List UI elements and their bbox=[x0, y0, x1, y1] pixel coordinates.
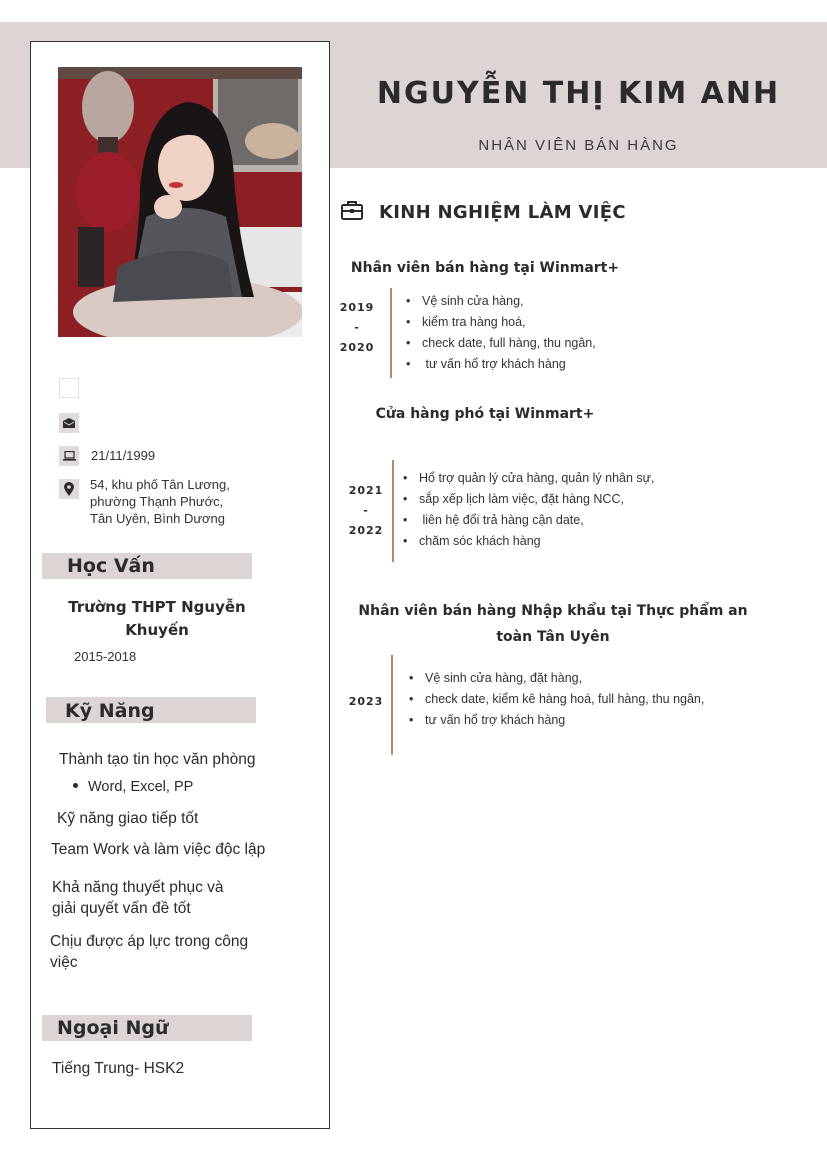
experience-title: KINH NGHIỆM LÀM VIỆC bbox=[379, 202, 626, 223]
skill-communication: Kỹ năng giao tiếp tốt bbox=[57, 810, 199, 827]
job-years bbox=[341, 481, 391, 541]
address-line: Tân Uyên, Bình Dương bbox=[90, 511, 226, 526]
timeline-divider bbox=[391, 655, 393, 755]
skill-line: việc bbox=[50, 954, 78, 971]
skill-teamwork: Team Work và làm việc độc lập bbox=[51, 841, 266, 858]
address-text bbox=[90, 476, 230, 527]
job-title bbox=[335, 255, 635, 281]
duty-item: • tư vấn hổ trợ khách hàng bbox=[406, 354, 596, 375]
education-years: 2015-2018 bbox=[74, 649, 137, 664]
job-years bbox=[332, 298, 382, 358]
year-line: 2019 bbox=[339, 301, 375, 314]
job-title-line: toàn Tân Uyên bbox=[496, 629, 610, 645]
bullet-icon bbox=[73, 783, 78, 788]
skill-line: Khả năng thuyết phục và bbox=[52, 879, 224, 896]
year-line: 2022 bbox=[348, 524, 384, 537]
skill-office-detail-text: Word, Excel, PP bbox=[88, 779, 194, 795]
duty-item: • Vệ sinh cửa hàng, bbox=[406, 291, 596, 312]
skill-persuasion bbox=[52, 877, 224, 919]
briefcase-icon bbox=[341, 200, 363, 225]
job-title-line: Cửa hàng phó tại Winmart+ bbox=[375, 406, 595, 422]
candidate-name: NGUYỄN THỊ KIM ANH bbox=[376, 76, 781, 111]
job-duties bbox=[406, 291, 596, 375]
job-duties bbox=[409, 668, 704, 731]
address-line: 54, khu phố Tân Lương, bbox=[90, 477, 230, 492]
job-title-line: Nhân viên bán hàng tại Winmart+ bbox=[350, 260, 620, 276]
email-icon bbox=[59, 413, 79, 433]
skill-office: Thành tạo tin học văn phòng bbox=[59, 751, 256, 768]
duty-item: • sắp xếp lịch làm việc, đặt hàng NCC, bbox=[403, 489, 655, 510]
job-title bbox=[343, 598, 763, 650]
duty-item: • Hổ trợ quản lý cửa hàng, quản lý nhân sự, bbox=[403, 468, 655, 489]
job-years bbox=[341, 692, 391, 712]
school-line: Trường THPT Nguyễn bbox=[68, 598, 246, 616]
duty-item: • check date, kiểm kê hàng hoá, full hàng, thu ngân, bbox=[409, 689, 704, 710]
year-line: - bbox=[354, 321, 360, 334]
address-line: phường Thạnh Phước, bbox=[90, 494, 224, 509]
duty-item: • Vệ sinh cửa hàng, đặt hàng, bbox=[409, 668, 704, 689]
duty-item: • kiểm tra hàng hoá, bbox=[406, 312, 596, 333]
experience-header bbox=[341, 200, 626, 225]
duty-item: • tư vấn hổ trợ khách hàng bbox=[409, 710, 704, 731]
languages-title: Ngoại Ngữ bbox=[57, 1017, 169, 1039]
skill-line: giải quyết vấn đề tốt bbox=[52, 900, 191, 917]
job-duties bbox=[403, 468, 655, 552]
skill-line: Chịu được áp lực trong công bbox=[50, 933, 249, 950]
skill-office-detail bbox=[73, 777, 193, 798]
timeline-divider bbox=[392, 460, 394, 562]
year-line: 2020 bbox=[339, 341, 375, 354]
birthday-text: 21/11/1999 bbox=[91, 448, 156, 463]
education-title: Học Vấn bbox=[67, 555, 155, 577]
year-line: - bbox=[363, 504, 369, 517]
language-item: Tiếng Trung- HSK2 bbox=[52, 1060, 185, 1077]
skill-pressure bbox=[50, 931, 248, 973]
school-line: Khuyến bbox=[125, 621, 189, 639]
duty-item: • liên hệ đổi trả hàng cận date, bbox=[403, 510, 655, 531]
year-line: 2021 bbox=[348, 484, 384, 497]
phone-icon bbox=[59, 378, 79, 398]
birthday-icon bbox=[59, 446, 79, 466]
education-school bbox=[52, 596, 262, 642]
duty-item: • check date, full hàng, thu ngân, bbox=[406, 333, 596, 354]
location-icon bbox=[59, 479, 79, 499]
job-title bbox=[335, 401, 635, 427]
job-title-line: Nhân viên bán hàng Nhập khẩu tại Thực phẩm an bbox=[358, 603, 748, 619]
skills-title: Kỹ Năng bbox=[65, 700, 155, 722]
candidate-role: NHÂN VIÊN BÁN HÀNG bbox=[478, 137, 679, 154]
timeline-divider bbox=[390, 288, 392, 378]
profile-photo bbox=[58, 67, 302, 337]
duty-item: • chăm sóc khách hàng bbox=[403, 531, 655, 552]
year-line: 2023 bbox=[348, 695, 384, 708]
